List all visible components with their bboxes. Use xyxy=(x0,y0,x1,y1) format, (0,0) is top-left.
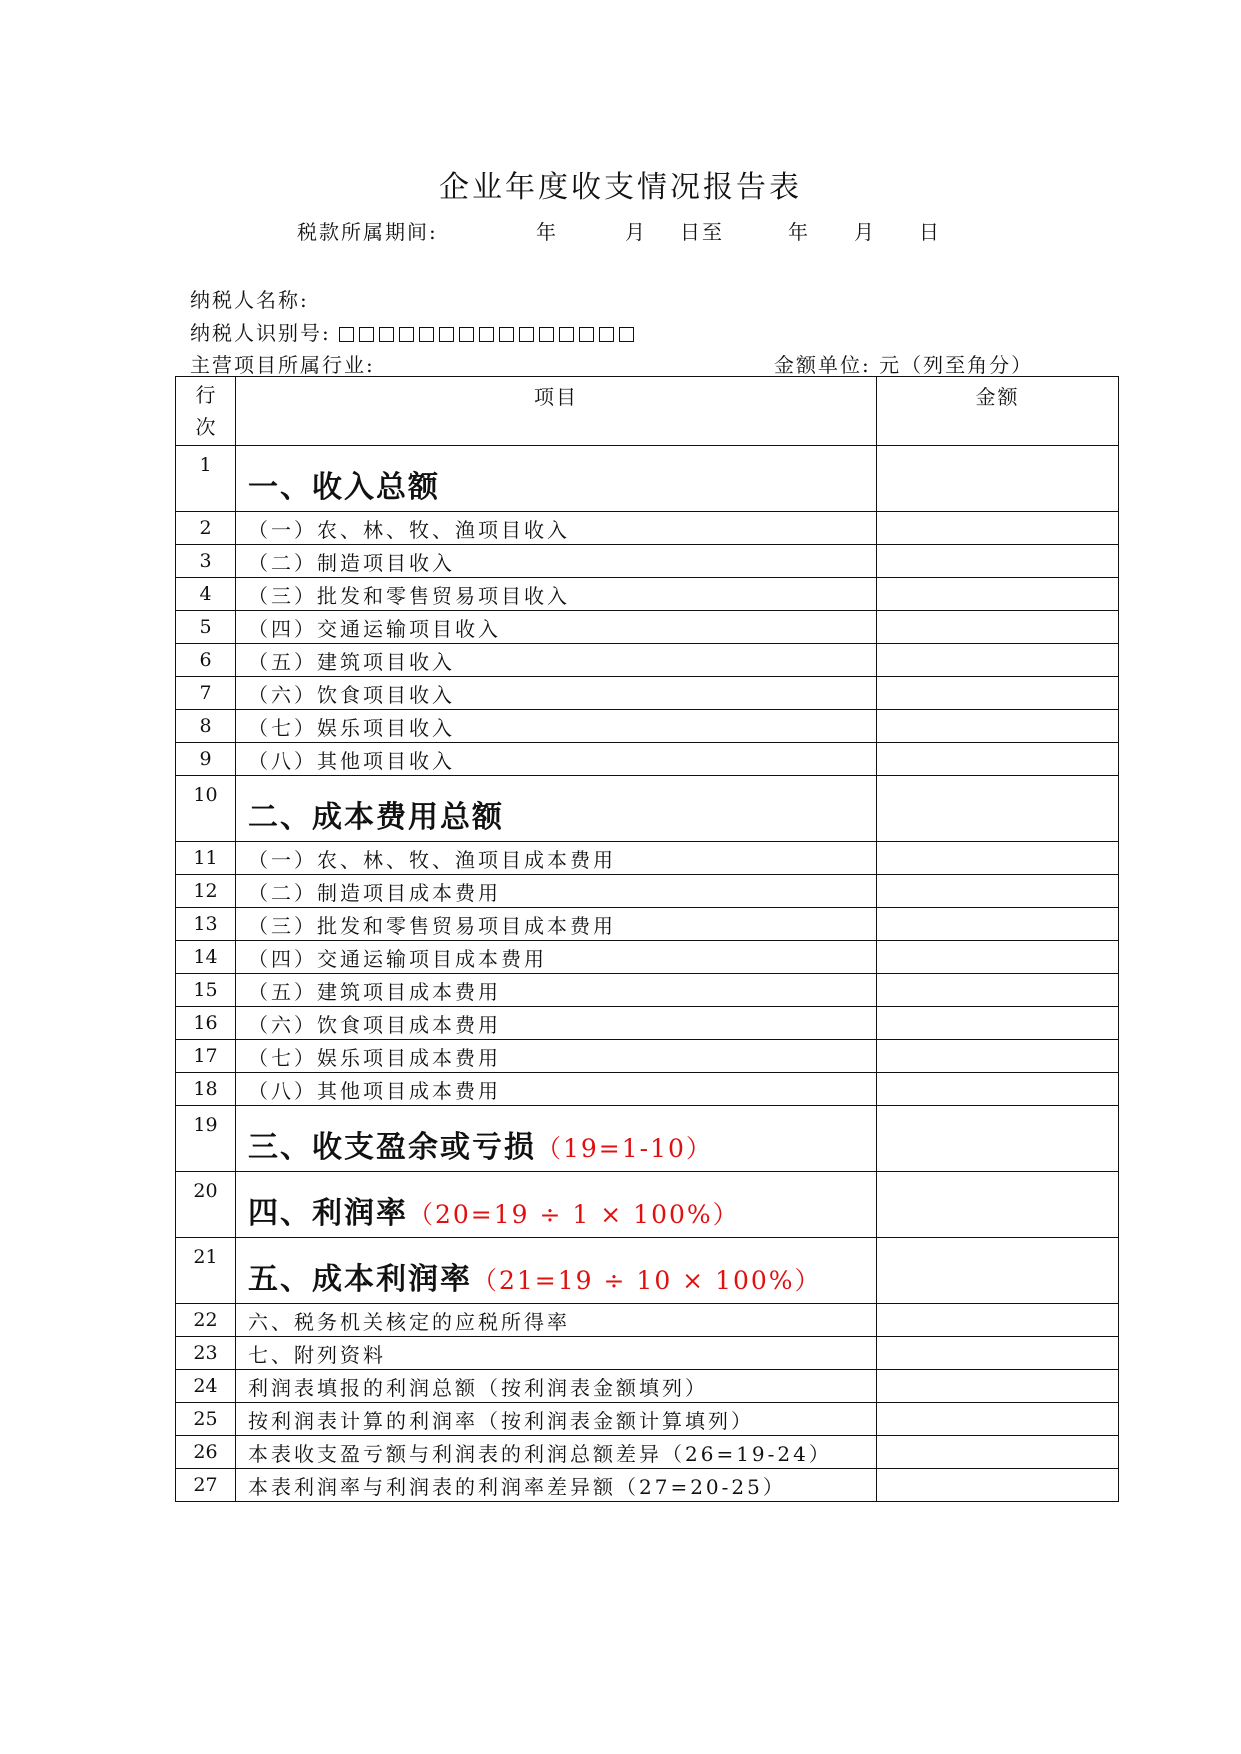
row-number: 27 xyxy=(176,1469,236,1502)
report-table xyxy=(175,376,1119,1502)
taxpayer-id-boxes[interactable] xyxy=(339,323,639,347)
period-start-year-label: 年 xyxy=(536,220,558,244)
row-number: 1 xyxy=(176,446,236,512)
row-item xyxy=(236,1106,877,1172)
row-item-label: （三）批发和零售贸易项目成本费用 xyxy=(248,913,616,938)
taxpayer-id-digit-box[interactable] xyxy=(519,327,534,342)
row-number: 13 xyxy=(176,908,236,941)
table-row xyxy=(176,1040,1119,1073)
row-item xyxy=(236,875,877,908)
page-title: 企业年度收支情况报告表 xyxy=(439,170,802,205)
row-item-label: （六）饮食项目收入 xyxy=(248,682,455,707)
table-row xyxy=(176,644,1119,677)
row-item xyxy=(236,1403,877,1436)
amount-unit-label: 金额单位: 元（列至角分） xyxy=(774,353,1034,377)
taxpayer-id-digit-box[interactable] xyxy=(359,327,374,342)
row-item xyxy=(236,578,877,611)
row-item xyxy=(236,1073,877,1106)
row-item xyxy=(236,611,877,644)
row-item xyxy=(236,446,877,512)
row-item-label: （一）农、林、牧、渔项目收入 xyxy=(248,517,570,542)
row-amount-cell[interactable] xyxy=(877,1337,1119,1370)
taxpayer-id-digit-box[interactable] xyxy=(339,327,354,342)
taxpayer-id-digit-box[interactable] xyxy=(499,327,514,342)
row-amount-cell[interactable] xyxy=(877,446,1119,512)
row-number: 15 xyxy=(176,974,236,1007)
table-row xyxy=(176,1403,1119,1436)
period-end-day-label: 日 xyxy=(919,220,941,244)
table-row xyxy=(176,1007,1119,1040)
table-row xyxy=(176,1304,1119,1337)
table-row xyxy=(176,1238,1119,1304)
row-item-label: 本表收支盈亏额与利润表的利润总额差异（26=19-24） xyxy=(248,1441,832,1466)
row-item-label: （五）建筑项目成本费用 xyxy=(248,979,501,1004)
row-item-label: 二、成本费用总额 xyxy=(248,799,504,835)
row-number: 9 xyxy=(176,743,236,776)
row-item xyxy=(236,1436,877,1469)
table-row xyxy=(176,677,1119,710)
row-amount-cell[interactable] xyxy=(877,578,1119,611)
row-amount-cell[interactable] xyxy=(877,1238,1119,1304)
taxpayer-id-digit-box[interactable] xyxy=(559,327,574,342)
period-start-month-label: 月 xyxy=(625,220,647,244)
row-amount-cell[interactable] xyxy=(877,1007,1119,1040)
row-number: 17 xyxy=(176,1040,236,1073)
row-item xyxy=(236,644,877,677)
row-item xyxy=(236,1304,877,1337)
row-item-label: （四）交通运输项目收入 xyxy=(248,616,501,641)
row-number: 6 xyxy=(176,644,236,677)
row-number: 21 xyxy=(176,1238,236,1304)
row-amount-cell[interactable] xyxy=(877,512,1119,545)
row-amount-cell[interactable] xyxy=(877,908,1119,941)
row-amount-cell[interactable] xyxy=(877,1304,1119,1337)
row-item-label: （二）制造项目收入 xyxy=(248,550,455,575)
header-item: 项目 xyxy=(236,377,877,446)
table-row xyxy=(176,578,1119,611)
tax-period-label: 税款所属期间: xyxy=(297,220,438,244)
row-item xyxy=(236,1370,877,1403)
row-item xyxy=(236,545,877,578)
row-number: 14 xyxy=(176,941,236,974)
period-end-year-label: 年 xyxy=(788,220,810,244)
row-amount-cell[interactable] xyxy=(877,743,1119,776)
taxpayer-id-digit-box[interactable] xyxy=(459,327,474,342)
table-row xyxy=(176,1172,1119,1238)
row-number: 12 xyxy=(176,875,236,908)
row-number: 3 xyxy=(176,545,236,578)
row-formula: （21=19 ÷ 10 × 100%） xyxy=(472,1265,822,1295)
row-item-label: 一、收入总额 xyxy=(248,469,440,505)
row-amount-cell[interactable] xyxy=(877,545,1119,578)
table-row xyxy=(176,974,1119,1007)
row-number: 19 xyxy=(176,1106,236,1172)
row-number: 22 xyxy=(176,1304,236,1337)
row-number: 2 xyxy=(176,512,236,545)
row-amount-cell[interactable] xyxy=(877,875,1119,908)
row-amount-cell[interactable] xyxy=(877,1040,1119,1073)
table-row xyxy=(176,941,1119,974)
row-item-label: （六）饮食项目成本费用 xyxy=(248,1012,501,1037)
period-start-day-label: 日至 xyxy=(680,220,724,244)
row-item-label: 六、税务机关核定的应税所得率 xyxy=(248,1309,570,1334)
row-item xyxy=(236,743,877,776)
row-number: 23 xyxy=(176,1337,236,1370)
row-amount-cell[interactable] xyxy=(877,1073,1119,1106)
taxpayer-id-row xyxy=(190,317,639,347)
taxpayer-id-digit-box[interactable] xyxy=(599,327,614,342)
row-item-label: （八）其他项目收入 xyxy=(248,748,455,773)
row-number: 11 xyxy=(176,842,236,875)
row-item-label: 按利润表计算的利润率（按利润表金额计算填列） xyxy=(248,1408,754,1433)
taxpayer-id-digit-box[interactable] xyxy=(439,327,454,342)
industry-label: 主营项目所属行业: xyxy=(190,353,375,377)
row-amount-cell[interactable] xyxy=(877,1403,1119,1436)
table-row xyxy=(176,710,1119,743)
row-item xyxy=(236,1007,877,1040)
period-end-month-label: 月 xyxy=(854,220,876,244)
row-item-label: （二）制造项目成本费用 xyxy=(248,880,501,905)
row-number: 7 xyxy=(176,677,236,710)
row-item xyxy=(236,710,877,743)
taxpayer-id-digit-box[interactable] xyxy=(379,327,394,342)
row-item xyxy=(236,677,877,710)
row-item xyxy=(236,1337,877,1370)
row-item-label: 四、利润率 xyxy=(248,1195,408,1231)
table-row xyxy=(176,908,1119,941)
row-amount-cell[interactable] xyxy=(877,842,1119,875)
taxpayer-name-label: 纳税人名称: xyxy=(190,288,309,312)
row-number: 16 xyxy=(176,1007,236,1040)
row-item-label: （五）建筑项目收入 xyxy=(248,649,455,674)
taxpayer-id-digit-box[interactable] xyxy=(579,327,594,342)
row-amount-cell[interactable] xyxy=(877,1370,1119,1403)
row-number: 20 xyxy=(176,1172,236,1238)
table-row xyxy=(176,1370,1119,1403)
header-amount: 金额 xyxy=(877,377,1119,446)
row-number: 10 xyxy=(176,776,236,842)
row-item-label: 七、附列资料 xyxy=(248,1342,386,1367)
table-row xyxy=(176,1469,1119,1502)
table-row xyxy=(176,875,1119,908)
row-item-label: （三）批发和零售贸易项目收入 xyxy=(248,583,570,608)
table-row xyxy=(176,776,1119,842)
row-amount-cell[interactable] xyxy=(877,677,1119,710)
row-item xyxy=(236,1469,877,1502)
row-item xyxy=(236,1040,877,1073)
row-item xyxy=(236,1238,877,1304)
row-amount-cell[interactable] xyxy=(877,776,1119,842)
row-amount-cell[interactable] xyxy=(877,710,1119,743)
table-row xyxy=(176,446,1119,512)
row-item-label: （八）其他项目成本费用 xyxy=(248,1078,501,1103)
row-item xyxy=(236,941,877,974)
table-row xyxy=(176,1106,1119,1172)
table-row xyxy=(176,743,1119,776)
taxpayer-id-digit-box[interactable] xyxy=(399,327,414,342)
row-number: 18 xyxy=(176,1073,236,1106)
header-row-no xyxy=(176,377,236,446)
row-item xyxy=(236,512,877,545)
table-row xyxy=(176,611,1119,644)
row-item-label: （七）娱乐项目收入 xyxy=(248,715,455,740)
row-item-label: （四）交通运输项目成本费用 xyxy=(248,946,547,971)
row-amount-cell[interactable] xyxy=(877,1436,1119,1469)
row-amount-cell[interactable] xyxy=(877,1172,1119,1238)
row-item xyxy=(236,908,877,941)
row-amount-cell[interactable] xyxy=(877,1106,1119,1172)
table-row xyxy=(176,842,1119,875)
row-number: 24 xyxy=(176,1370,236,1403)
row-amount-cell[interactable] xyxy=(877,611,1119,644)
taxpayer-id-digit-box[interactable] xyxy=(479,327,494,342)
row-item xyxy=(236,974,877,1007)
row-formula: （20=19 ÷ 1 × 100%） xyxy=(408,1199,740,1229)
row-item xyxy=(236,776,877,842)
taxpayer-id-digit-box[interactable] xyxy=(619,327,634,342)
row-item-label: 本表利润率与利润表的利润率差异额（27=20-25） xyxy=(248,1474,786,1499)
row-number: 5 xyxy=(176,611,236,644)
row-item-label: （七）娱乐项目成本费用 xyxy=(248,1045,501,1070)
report-table-body xyxy=(176,446,1119,1502)
row-amount-cell[interactable] xyxy=(877,941,1119,974)
row-item-label: 五、成本利润率 xyxy=(248,1261,472,1297)
row-item-label: 三、收支盈余或亏损 xyxy=(248,1129,536,1165)
row-amount-cell[interactable] xyxy=(877,1469,1119,1502)
table-row xyxy=(176,1436,1119,1469)
row-item-label: （一）农、林、牧、渔项目成本费用 xyxy=(248,847,616,872)
row-number: 4 xyxy=(176,578,236,611)
row-number: 8 xyxy=(176,710,236,743)
row-number: 26 xyxy=(176,1436,236,1469)
taxpayer-id-label: 纳税人识别号: xyxy=(190,321,331,345)
row-amount-cell[interactable] xyxy=(877,974,1119,1007)
row-item xyxy=(236,842,877,875)
row-formula: （19=1-10） xyxy=(536,1133,713,1163)
taxpayer-id-digit-box[interactable] xyxy=(419,327,434,342)
table-row xyxy=(176,512,1119,545)
row-amount-cell[interactable] xyxy=(877,644,1119,677)
row-item xyxy=(236,1172,877,1238)
table-row xyxy=(176,1337,1119,1370)
header-row-no-text: 行次 xyxy=(195,383,216,439)
row-item-label: 利润表填报的利润总额（按利润表金额填列） xyxy=(248,1375,708,1400)
taxpayer-id-digit-box[interactable] xyxy=(539,327,554,342)
table-row xyxy=(176,545,1119,578)
table-row xyxy=(176,1073,1119,1106)
row-number: 25 xyxy=(176,1403,236,1436)
